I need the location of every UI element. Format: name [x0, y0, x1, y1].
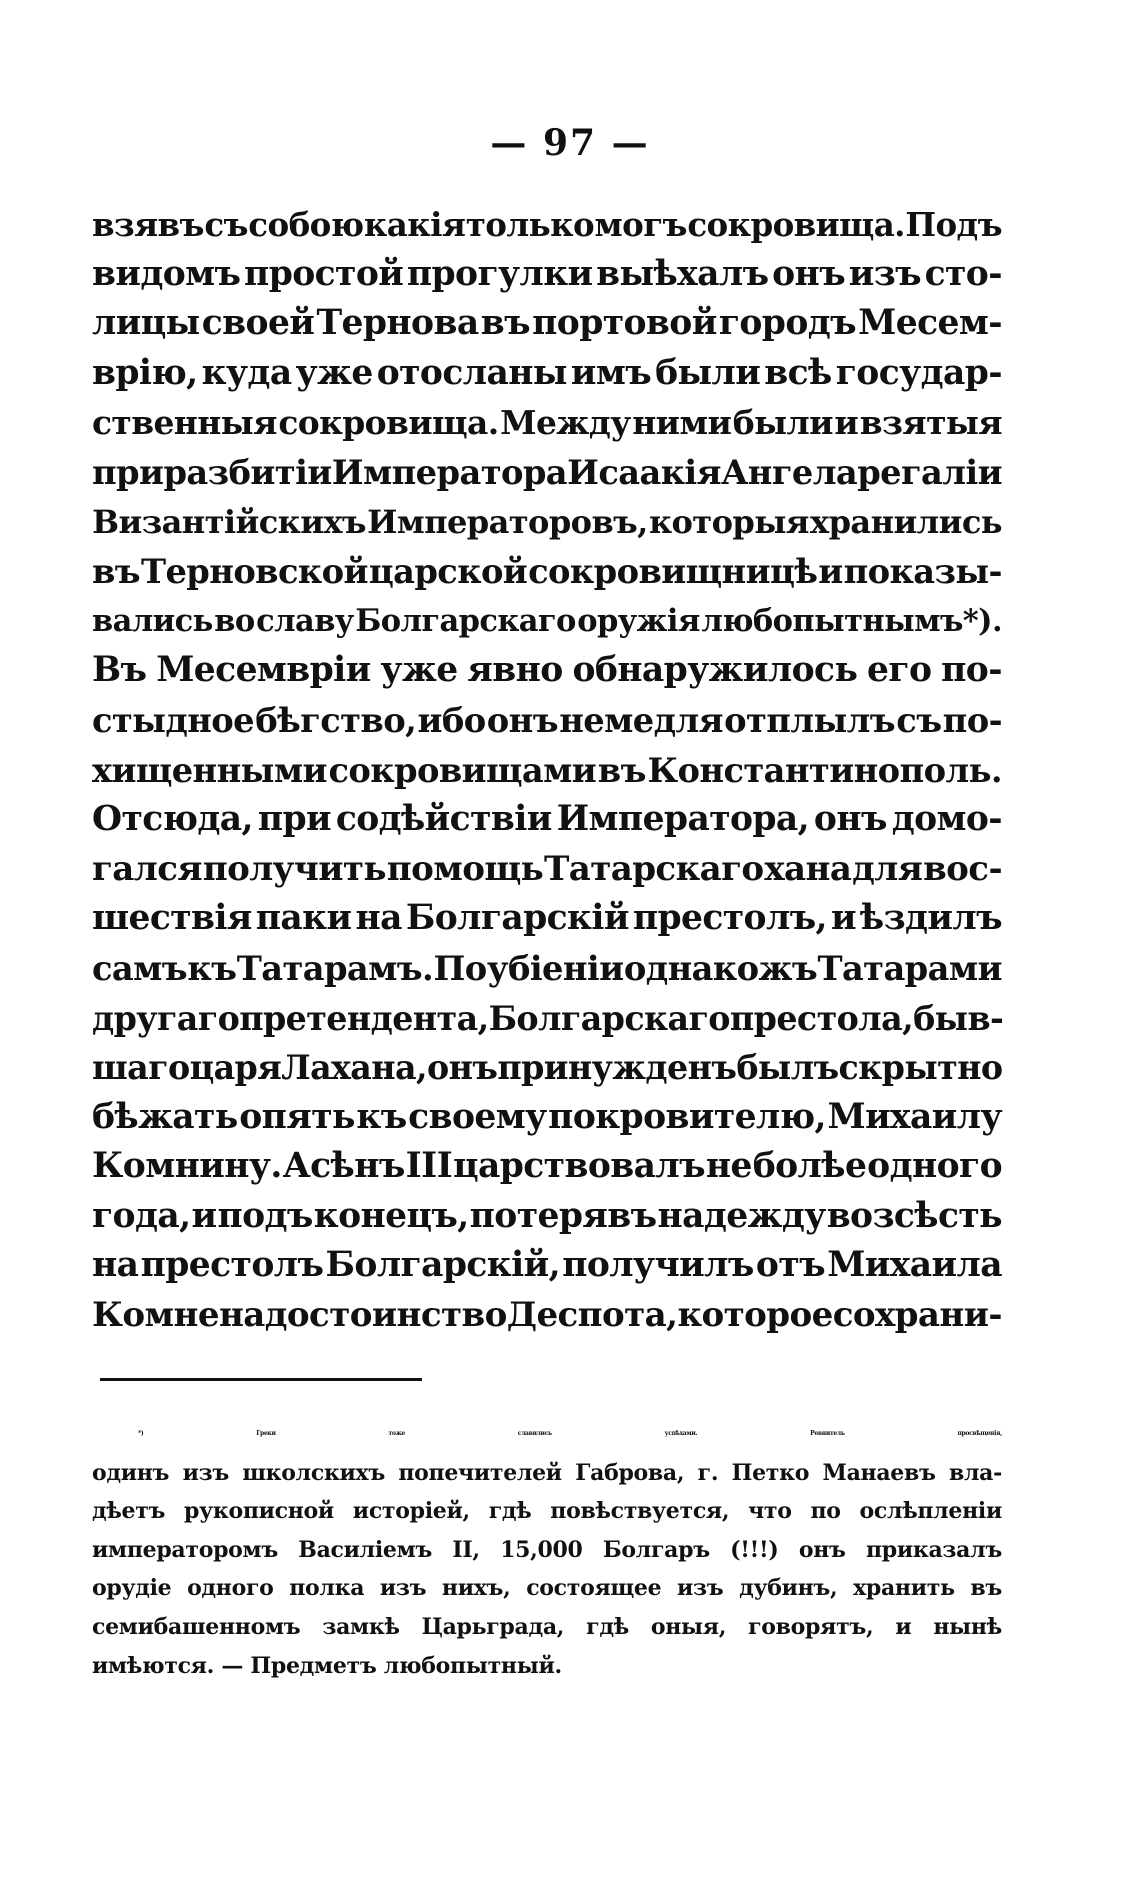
word: и — [895, 1613, 912, 1640]
word: въ — [92, 551, 141, 592]
word: нынѣ — [933, 1613, 1002, 1640]
word: обнаружилось — [572, 650, 858, 691]
word: славу — [256, 602, 354, 639]
word: *) — [138, 1430, 144, 1437]
word: Терновской — [141, 551, 368, 592]
word: состоящее — [526, 1575, 662, 1602]
word: могъ — [594, 205, 687, 244]
text-line — [92, 398, 1002, 448]
text-line — [92, 1291, 1002, 1341]
word: стыдное — [92, 699, 254, 740]
word: рукописной — [184, 1498, 334, 1525]
word: школскихъ — [242, 1459, 385, 1486]
word: конецъ, — [313, 1195, 469, 1236]
word: его — [867, 650, 932, 691]
word: просвѣщенія, — [957, 1430, 1002, 1437]
word: хранить — [853, 1575, 955, 1602]
word: опять — [239, 1096, 355, 1137]
word: императоромъ — [92, 1536, 278, 1563]
word: во — [214, 602, 255, 639]
footnote — [92, 1415, 1002, 1685]
word: получить — [202, 848, 386, 889]
word: городъ — [718, 303, 856, 344]
word: Татарамъ. — [236, 947, 434, 988]
word: 15,000 — [500, 1536, 583, 1563]
word: и — [830, 898, 856, 939]
footnote-divider — [100, 1378, 422, 1381]
word: достоинство — [264, 1295, 507, 1336]
word: Комнена — [92, 1295, 265, 1336]
word: шествія — [92, 898, 252, 939]
footnote-line — [92, 1608, 1002, 1647]
word: По — [433, 947, 487, 988]
body-text — [92, 200, 1002, 1341]
word: онъ — [798, 1536, 846, 1563]
word: и — [191, 1195, 217, 1236]
word: простой — [244, 253, 404, 294]
text-line — [92, 746, 1002, 796]
word: были — [732, 403, 833, 443]
word: Императоровъ, — [367, 502, 648, 541]
word: и — [818, 551, 843, 592]
word: убіеніи — [486, 947, 624, 988]
word: Комнину. — [92, 1146, 282, 1187]
word: хранились — [810, 502, 1002, 541]
word: Болгаръ — [602, 1536, 710, 1563]
word: Ревнитель — [810, 1430, 845, 1437]
word: Деспота, — [506, 1295, 678, 1336]
word: престола, — [729, 998, 914, 1038]
word: Петко — [731, 1459, 810, 1486]
text-line — [92, 547, 1002, 597]
word: Отсюда, — [92, 799, 253, 840]
word: къ — [187, 947, 237, 988]
word: какія — [363, 205, 466, 244]
word: ственныя — [92, 403, 277, 443]
word: ними — [632, 403, 732, 443]
word: Болгарскій, — [325, 1245, 560, 1286]
word: отплылъ — [724, 699, 896, 740]
word: Асѣнъ — [282, 1146, 405, 1187]
word: помощь — [386, 848, 544, 889]
word: и — [834, 403, 859, 443]
word: хищенными — [92, 749, 327, 790]
word: приказалъ — [865, 1536, 1002, 1563]
word: паки — [255, 898, 352, 939]
footnote-line — [92, 1454, 1002, 1493]
word: взятыя — [859, 403, 1002, 443]
word: въ — [480, 303, 530, 344]
word: Императора — [331, 451, 568, 492]
word: потерявъ — [469, 1195, 657, 1236]
footnote-line: имѣются. — Предметъ любопытный. — [92, 1652, 562, 1679]
word: сокровищами — [328, 749, 597, 790]
word: ибо — [417, 699, 486, 740]
text-line — [92, 1043, 1002, 1093]
word: Василіемъ — [298, 1536, 433, 1563]
text-line — [92, 795, 1002, 845]
word: Габрова, — [575, 1459, 685, 1486]
word: Михаилу — [827, 1096, 1002, 1137]
word: исторіей, — [352, 1498, 470, 1525]
word: сто- — [924, 253, 1002, 294]
text-line — [92, 250, 1002, 300]
word: Болгарскій — [405, 898, 629, 939]
word: сокровища. — [687, 205, 905, 244]
footnote-line — [92, 1531, 1002, 1570]
word: Тернова — [316, 303, 479, 344]
word: при — [92, 451, 164, 492]
word: врію, — [92, 352, 198, 393]
text-line — [92, 994, 1002, 1044]
word: на — [355, 898, 402, 939]
word: портовой — [532, 303, 717, 344]
word: принужденъ — [497, 1048, 737, 1088]
word: своей — [201, 303, 315, 344]
word: лицы — [92, 303, 200, 344]
word: другаго — [92, 998, 240, 1038]
word: тоже — [388, 1430, 405, 1437]
word: собою — [248, 205, 364, 244]
word: царствовалъ — [453, 1146, 705, 1187]
word: прогулки — [406, 253, 593, 294]
word: государ- — [835, 352, 1002, 393]
word: былъ — [736, 1048, 839, 1088]
text-line — [92, 597, 1002, 647]
word: Лахана, — [281, 1048, 428, 1088]
word: изъ — [677, 1575, 724, 1602]
word: Греки — [256, 1430, 276, 1437]
word: быв- — [913, 998, 1004, 1038]
text-line — [92, 1142, 1002, 1192]
word: онъ — [772, 253, 846, 294]
word: дубинъ, — [739, 1575, 838, 1602]
word: явно — [467, 650, 563, 691]
word: Исаакія — [567, 451, 721, 492]
word: оныя, — [650, 1613, 727, 1640]
text-line — [92, 696, 1002, 746]
word: при — [257, 799, 331, 840]
word: полка — [289, 1575, 365, 1602]
word: гдѣ — [586, 1613, 629, 1640]
text-line — [92, 200, 1002, 250]
word: г. — [697, 1459, 719, 1486]
word: Болгарскаго — [355, 602, 576, 639]
word: II, — [452, 1536, 480, 1563]
word: изъ — [379, 1575, 427, 1602]
word: по — [810, 1498, 841, 1525]
word: одинъ — [92, 1459, 170, 1486]
word: престолъ, — [632, 898, 827, 939]
text-line — [92, 498, 1002, 548]
text-line — [92, 1093, 1002, 1143]
word: ѣздилъ — [859, 898, 1002, 939]
word: Въ — [92, 650, 147, 691]
word: шаго — [92, 1048, 190, 1088]
word: дѣетъ — [92, 1498, 166, 1525]
word: сохрани- — [832, 1295, 1002, 1336]
word: показы- — [843, 551, 1002, 592]
word: хана — [764, 848, 852, 889]
word: видомъ — [92, 253, 241, 294]
word: для — [852, 848, 923, 889]
word: одного — [867, 1146, 1002, 1187]
word: претендента, — [239, 998, 489, 1038]
word: не — [705, 1146, 752, 1187]
word: выѣхалъ — [596, 253, 769, 294]
word: попечителей — [398, 1459, 562, 1486]
word: съ — [896, 699, 942, 740]
word: (!!!) — [730, 1536, 779, 1563]
word: говорятъ, — [748, 1613, 874, 1640]
word: по- — [942, 699, 1002, 740]
text-line — [92, 1241, 1002, 1291]
word: что — [748, 1498, 792, 1525]
word: Между — [500, 403, 631, 443]
word: отъ — [755, 1245, 825, 1286]
word: къ — [356, 1096, 407, 1137]
text-line — [92, 349, 1002, 399]
word: сокровищницѣ — [528, 551, 818, 592]
word: гался — [92, 848, 202, 889]
word: отосланы — [376, 352, 567, 393]
word: Месем- — [858, 303, 1002, 344]
word: самъ — [92, 947, 188, 988]
word: изъ — [182, 1459, 229, 1486]
word: уже — [295, 352, 373, 393]
text-line — [92, 845, 1002, 895]
word: Царьграда, — [421, 1613, 565, 1640]
text-line — [92, 944, 1002, 994]
word: онъ — [427, 1048, 498, 1088]
word: Татарами — [817, 947, 1002, 988]
word: надежду — [657, 1195, 826, 1236]
word: немедля — [559, 699, 723, 740]
word: славились — [517, 1430, 552, 1437]
word: по- — [941, 650, 1002, 691]
word: изъ — [848, 253, 921, 294]
word: Михаила — [827, 1245, 1002, 1286]
word: въ — [970, 1575, 1002, 1602]
text-line — [92, 448, 1002, 498]
word: своему — [408, 1096, 547, 1137]
word: нихъ, — [441, 1575, 511, 1602]
word: регаліи — [857, 451, 1002, 492]
word: Татарскаго — [543, 848, 764, 889]
text-line — [92, 646, 1002, 696]
word: въ — [597, 749, 646, 790]
word: однакожъ — [623, 947, 818, 988]
word: имъ — [570, 352, 652, 393]
word: успѣхами. — [664, 1430, 698, 1437]
word: сокровища. — [278, 403, 499, 443]
word: Манаевъ — [822, 1459, 936, 1486]
word: только — [465, 205, 595, 244]
word: вла- — [948, 1459, 1002, 1486]
word: бѣгство, — [255, 699, 417, 740]
word: любопытнымъ*). — [701, 602, 1002, 639]
footnote-line — [92, 1492, 1002, 1531]
word: Подъ — [905, 205, 1002, 244]
word: Византійскихъ — [92, 502, 366, 541]
word: съ — [204, 205, 248, 244]
word: царя — [189, 1048, 282, 1088]
word: Месемвріи — [156, 650, 371, 691]
word: онъ — [486, 699, 558, 740]
word: повѣствуется, — [550, 1498, 730, 1525]
word: замкѣ — [322, 1613, 400, 1640]
word: уже — [380, 650, 458, 691]
word: Болгарскаго — [488, 998, 730, 1038]
text-line — [92, 1192, 1002, 1242]
word: гдѣ — [488, 1498, 532, 1525]
word: куда — [201, 352, 292, 393]
page-number: — 97 — — [490, 122, 650, 164]
word: вос- — [923, 848, 1002, 889]
word: возсѣсть — [826, 1195, 1002, 1236]
word: престолъ — [140, 1245, 324, 1286]
word: получилъ — [562, 1245, 754, 1286]
word: которыя — [648, 502, 809, 541]
word: болѣе — [752, 1146, 867, 1187]
word: разбитіи — [163, 451, 332, 492]
word: всѣ — [764, 352, 832, 393]
footnote-line — [92, 1569, 1002, 1608]
word: вались — [92, 602, 213, 639]
word: покровителю, — [548, 1096, 826, 1137]
word: орудіе — [92, 1575, 172, 1602]
word: одного — [187, 1575, 274, 1602]
word: домо- — [891, 799, 1002, 840]
text-line — [92, 299, 1002, 349]
word: Императора, — [556, 799, 810, 840]
text-line — [92, 894, 1002, 944]
word: III — [405, 1146, 453, 1187]
word: подъ — [217, 1195, 313, 1236]
word: которое — [677, 1295, 833, 1336]
word: онъ — [813, 799, 887, 840]
word: оружія — [577, 602, 700, 639]
word: Ангела — [720, 451, 858, 492]
word: года, — [92, 1195, 191, 1236]
word: царской — [368, 551, 528, 592]
word: содѣйствіи — [335, 799, 552, 840]
word: ослѣпленіи — [859, 1498, 1002, 1525]
word: бѣжать — [92, 1096, 238, 1137]
word: скрытно — [838, 1048, 1003, 1088]
word: Константинополь. — [647, 749, 1002, 790]
word: семибашенномъ — [92, 1613, 301, 1640]
word: были — [655, 352, 761, 393]
word: на — [92, 1245, 139, 1286]
footnote-line — [92, 1415, 1002, 1454]
word: взявъ — [92, 205, 204, 244]
